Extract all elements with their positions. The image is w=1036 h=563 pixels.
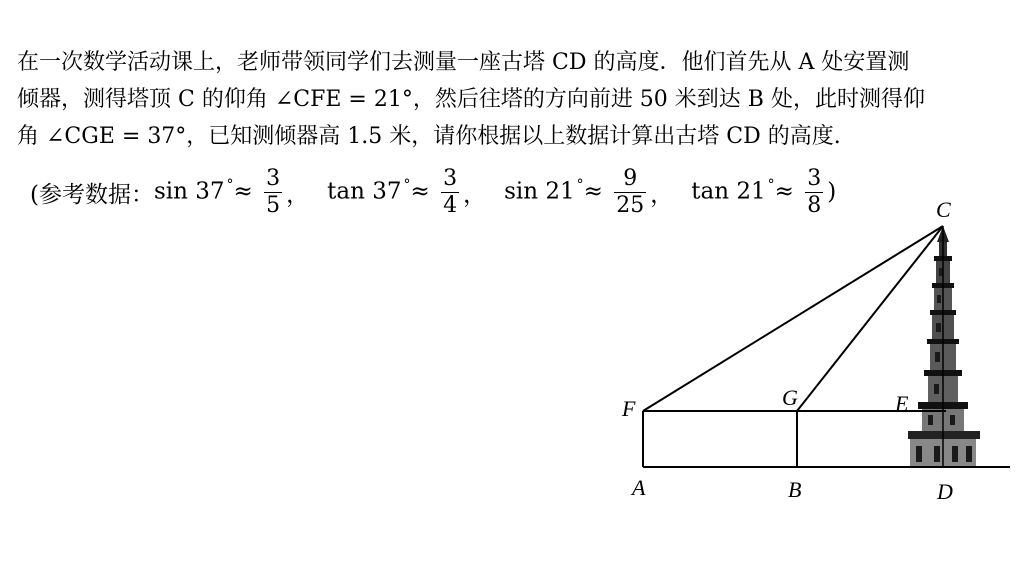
fraction: $\frac{3}{4}$	[443, 165, 458, 218]
sightline-FC	[643, 226, 943, 411]
label-D: D	[937, 479, 953, 504]
reference-item-tan37: tan 37 °≈ $\frac{3}{4}$	[327, 165, 458, 218]
label-C: C	[936, 197, 951, 222]
reference-open: (参考数据：	[30, 181, 154, 208]
problem-text	[17, 44, 1029, 155]
problem-line-1: 在一次数学活动课上，老师带领同学们去测量一座古塔 CD 的高度．他们首先从 A 处安置测	[17, 50, 910, 75]
reference-item-sin21: sin 21 °≈ $\frac{9}{25}$	[504, 165, 645, 218]
reference-close: )	[827, 179, 837, 205]
reference-item-sin37: sin 37 °≈ $\frac{3}{5}$	[153, 165, 281, 218]
problem-line-2: 倾器，测得塔顶 C 的仰角 ∠CFE = 21°，然后往塔的方向前进 50 米到达 B 处，此时测得仰	[17, 87, 925, 112]
geometry-figure	[600, 190, 1020, 510]
sightline-GC	[797, 226, 943, 411]
label-B: B	[788, 477, 802, 502]
separator: ，	[286, 181, 310, 208]
separator: ，	[650, 181, 674, 208]
fraction: $\frac{9}{25}$	[616, 165, 645, 218]
problem-line-3: 角 ∠CGE = 37°，已知测倾器高 1.5 米，请你根据以上数据计算出古塔 CD 的高度.	[17, 124, 841, 149]
fraction: $\frac{3}{5}$	[266, 165, 281, 218]
pagoda-illustration	[908, 226, 980, 466]
reference-item-tan21: tan 21 °≈ $\frac{3}{8}$	[691, 165, 822, 218]
separator: ，	[463, 181, 487, 208]
label-A: A	[632, 475, 646, 500]
label-G: G	[782, 385, 798, 410]
label-F: F	[622, 396, 636, 421]
label-E: E	[895, 391, 909, 416]
fraction: $\frac{3}{8}$	[807, 165, 822, 218]
